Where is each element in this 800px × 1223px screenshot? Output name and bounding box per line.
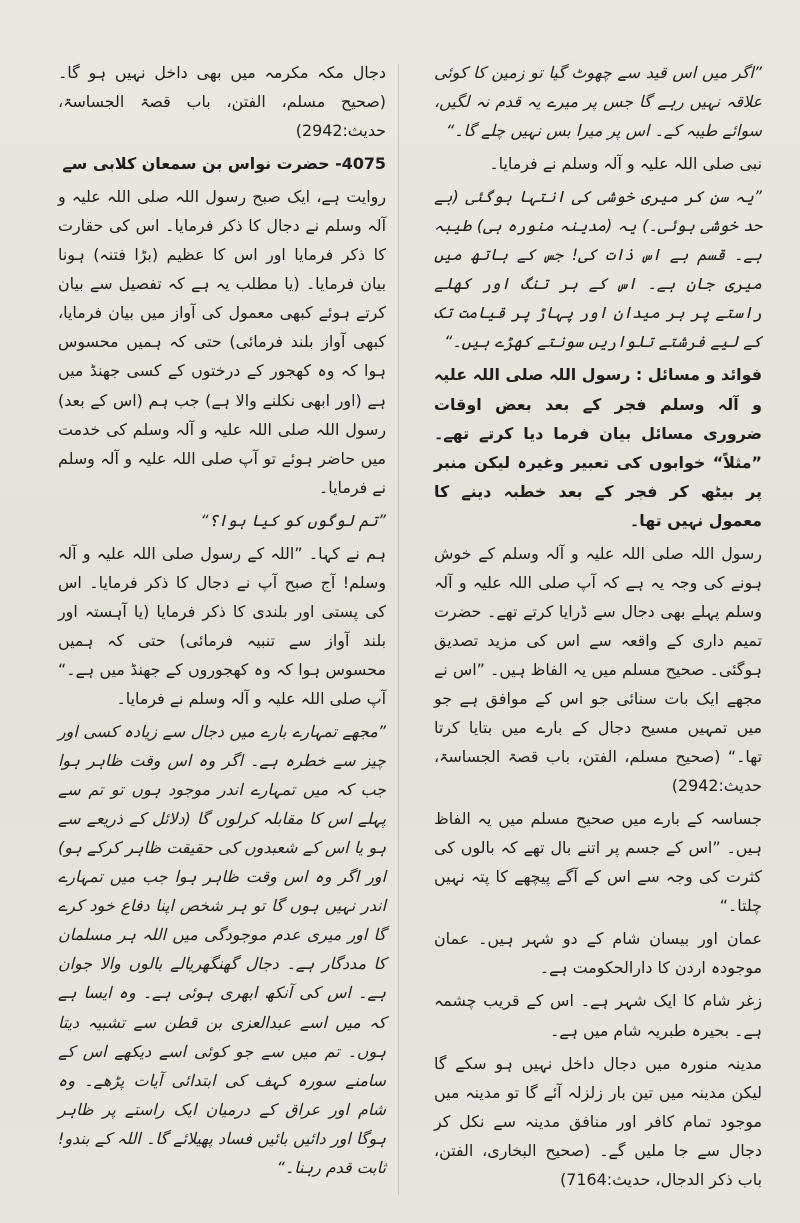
paragraph: زغر شام کا ایک شہر ہے۔ اس کے قریب چشمہ ہے۔ بحیرہ طبریہ شام میں ہے۔ xyxy=(434,991,762,1040)
column-divider xyxy=(398,64,399,1195)
paragraph: ”یہ سن کر میری خوشی کی انتہا ہوگئی (بے حد خوشی ہوئی۔) یہ (مدینہ منورہ ہی) طیبہ ہے۔ قسم ہے اس ذات کی! جس کے ہاتھ میں میری جان ہے۔ اس کے ہر تنگ اور کھلے راستے پر ہر میدان اور پہاڑ پر قیامت تک کے لیے فرشتے تلواریں سونتے کھڑے ہیں۔“ xyxy=(434,187,762,352)
right-column xyxy=(434,58,762,1198)
paragraph: نبی صلی اللہ علیہ و آلہ وسلم نے فرمایا۔ xyxy=(489,154,762,174)
paragraph: ہم نے کہا۔ ”اللہ کے رسول صلی اللہ علیہ و آلہ وسلم! آج صبح آپ نے دجال کا ذکر فرمایا۔ اس کی پستی اور بلندی کا ذکر فرمایا (یا آہستہ اور بلند آواز سے تنبیہ فرمائی) حتی کہ ہمیں محسوس ہوا کہ وہ کھجوروں کے جھنڈ میں ہے۔“ آپ صلی اللہ علیہ و آلہ وسلم نے فرمایا۔ xyxy=(58,543,386,708)
paragraph: مدینہ منورہ میں دجال داخل نہیں ہو سکے گا لیکن مدینہ میں تین بار زلزلہ آئے گا تو مدینہ میں موجود تمام کافر اور منافق مدینہ سے نکل کر دجال سے جا ملیں گے۔ (صحیح البخاری، الفتن، باب ذکر الدجال، حدیث:7164) xyxy=(434,1053,762,1189)
paragraph: ”اگر میں اس قید سے چھوٹ گیا تو زمین کا کوئی علاقہ نہیں رہے گا جس پر میرے یہ قدم نہ لگیں، سوائے طیبہ کے۔ اس پر میرا بس نہیں چلے گا۔“ xyxy=(434,63,762,141)
paragraph: روایت ہے، ایک صبح رسول اللہ صلی اللہ علیہ و آلہ وسلم نے دجال کا ذکر فرمایا۔ اس کی حقارت کا ذکر فرمایا اور اس کا عظیم (بڑا فتنہ) ہونا بیان فرمایا۔ (یا مطلب یہ ہے کہ تفصیل سے بیان کرتے ہوئے کبھی معمول کی آواز میں بیان فرمایا، کبھی آواز بلند فرمائی) حتی کہ ہمیں محسوس ہوا کہ وہ کھجور کے درختوں کے کسی جھنڈ میں ہے (اور ابھی نکلنے والا ہے) جب ہم (اس کے بعد) رسول اللہ صلی اللہ علیہ و آلہ وسلم کی خدمت میں حاضر ہوئے تو آپ صلی اللہ علیہ و آلہ وسلم نے فرمایا۔ xyxy=(58,187,386,497)
paragraph: عمان اور بیسان شام کے دو شہر ہیں۔ عمان موجودہ اردن کا دارالحکومت ہے۔ xyxy=(434,929,762,978)
paragraph: جساسہ کے بارے میں صحیح مسلم میں یہ الفاظ ہیں۔ ”اس کے جسم پر اتنے بال تھے کہ بالوں کی کثرت کی وجہ سے اس کے آگے پیچھے کا پتہ نہیں چلتا۔“ xyxy=(434,809,762,916)
paragraph: ”تم لوگوں کو کیا ہوا؟“ xyxy=(200,510,386,530)
hadith-number-line: 4075- حضرت نواس بن سمعان کلابی سے xyxy=(62,154,386,174)
paragraph: ”مجھے تمہارے بارے میں دجال سے زیادہ کسی اور چیز سے خطرہ ہے۔ اگر وہ اس وقت ظاہر ہوا جب کہ میں تمہارے اندر موجود ہوں تو تم سے پہلے اس کا مقابلہ کرلوں گا (دلائل کے ذریعے سے ہو یا اس کے شعبدوں کی حقیقت ظاہر کرکے ہو) اور اگر وہ اس وقت ظاہر ہوا جب میں تمہارے اندر نہیں ہوں گا تو ہر شخص اپنا دفاع خود کرے گا اور میری عدم موجودگی میں اللہ ہر مسلمان کا مددگار ہے۔ دجال گھنگھریالے بالوں والا جوان ہے۔ اس کی آنکھ ابھری ہوئی ہے۔ وہ ایسا ہے کہ میں اسے عبدالعزی بن قطن سے تشبیہ دیتا ہوں۔ تم میں سے جو کوئی اسے دیکھے اس کے سامنے سورہ کہف کی ابتدائی آیات پڑھے۔ وہ شام اور عراق کے درمیان ایک راستے پر ظاہر ہوگا اور دائیں بائیں فساد پھیلائے گا۔ اللہ کے بندو! ثابت قدم رہنا۔“ xyxy=(58,722,386,1177)
paragraph: رسول اللہ صلی اللہ علیہ و آلہ وسلم کے خوش ہونے کی وجہ یہ ہے کہ آپ صلی اللہ علیہ و آلہ وسلم پہلے بھی دجال سے ڈرایا کرتے تھے۔ حضرت تمیم داری کے واقعہ سے اس کی مزید تصدیق ہوگئی۔ صحیح مسلم میں یہ الفاظ ہیں۔ ”اس نے مجھے ایک بات سنائی جو اس کے موافق ہے جو میں تمہیں مسیح دجال کے بارے میں بتایا کرتا تھا۔“ (صحیح مسلم، الفتن، باب قصۃ الجساسۃ، حدیث:2942) xyxy=(434,543,762,796)
left-column xyxy=(58,58,386,1186)
section-heading-paragraph: فوائد و مسائل : رسول اللہ صلی اللہ علیہ و آلہ وسلم فجر کے بعد بعض اوقات ضروری مسائل بیان فرما دیا کرتے تھے۔ ”مثلاً“ خوابوں کی تعبیر وغیرہ لیکن منبر پر بیٹھ کر فجر کے بعد خطبہ دینے کا معمول نہیں تھا۔ xyxy=(434,365,762,530)
paragraph: دجال مکہ مکرمہ میں بھی داخل نہیں ہو گا۔ (صحیح مسلم، الفتن، باب قصۃ الجساسۃ، حدیث:2942) xyxy=(58,63,386,141)
